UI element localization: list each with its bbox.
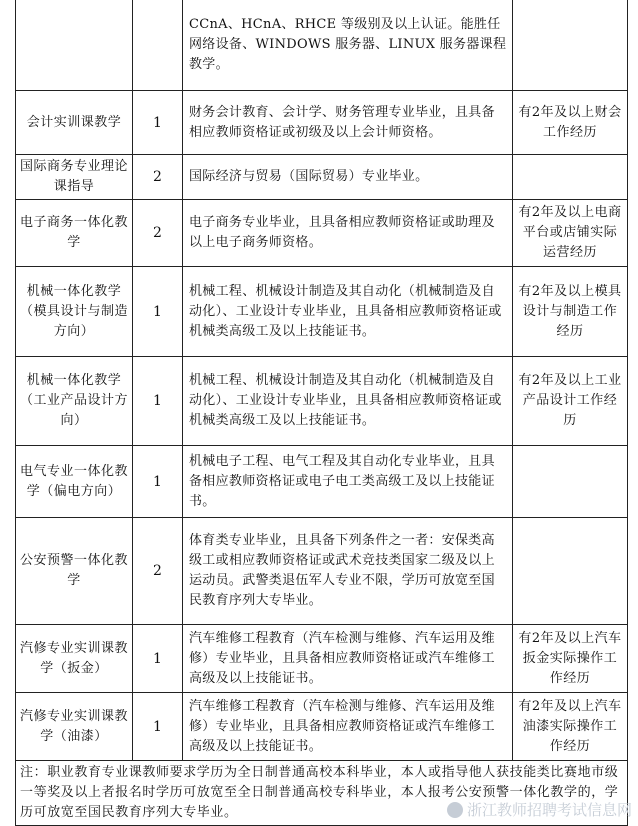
experience-cell — [513, 446, 628, 518]
table-row — [16, 518, 628, 625]
requirements-cell: 电子商务专业毕业，且具备相应教师资格证或助理及以上电子商务师资格。 — [183, 200, 513, 267]
count-cell: 1 — [133, 91, 183, 155]
requirements-cell: 财务会计教育、会计学、财务管理专业毕业，且具备相应教师资格证或初级及以上会计师资格。 — [183, 91, 513, 155]
position-cell: 汽修专业实训课教学（油漆） — [16, 693, 133, 761]
table-row — [16, 91, 628, 155]
requirements-cell: 汽车维修工程教育（汽车检测与维修、汽车运用及维修）专业毕业，且具备相应教师资格证或汽车维修工高级及以上技能证书。 — [183, 693, 513, 761]
experience-cell: 有2年及以上电商平台或店铺实际运营经历 — [513, 200, 628, 267]
table-row — [16, 0, 628, 91]
requirements-cell: CCnA、HCnA、RHCE 等级别及以上认证。能胜任网络设备、WINDOWS 服务器、LINUX 服务器课程教学。 — [183, 0, 513, 91]
position-cell: 公安预警一体化教学 — [16, 518, 133, 625]
count-cell: 1 — [133, 267, 183, 357]
count-cell: 2 — [133, 155, 183, 200]
position-cell: 电子商务一体化教学 — [16, 200, 133, 267]
note-row — [16, 761, 628, 826]
experience-cell: 有2年及以上工业产品设计工作经历 — [513, 357, 628, 446]
count-cell — [133, 0, 183, 91]
requirements-cell: 国际经济与贸易（国际贸易）专业毕业。 — [183, 155, 513, 200]
count-cell: 1 — [133, 446, 183, 518]
position-cell: 电气专业一体化教学（偏电方向） — [16, 446, 133, 518]
experience-cell — [513, 0, 628, 91]
count-cell: 2 — [133, 518, 183, 625]
table-row — [16, 446, 628, 518]
count-cell: 1 — [133, 357, 183, 446]
table-row — [16, 267, 628, 357]
requirements-cell: 机械工程、机械设计制造及其自动化（机械制造及自动化）、工业设计专业毕业，且具备相应教师资格证或机械类高级工及以上技能证书。 — [183, 267, 513, 357]
position-cell — [16, 0, 133, 91]
position-cell: 机械一体化教学（工业产品设计方向） — [16, 357, 133, 446]
position-cell: 会计实训课教学 — [16, 91, 133, 155]
watermark-text: 浙江教师招聘考试信息网 — [466, 801, 632, 819]
table-row — [16, 693, 628, 761]
requirements-cell: 机械工程、机械设计制造及其自动化（机械制造及自动化）、工业设计专业毕业，且具备相应教师资格证或机械类高级工及以上技能证书。 — [183, 357, 513, 446]
experience-cell: 有2年及以上财会工作经历 — [513, 91, 628, 155]
experience-cell — [513, 518, 628, 625]
experience-cell: 有2年及以上模具设计与制造工作经历 — [513, 267, 628, 357]
count-cell: 2 — [133, 200, 183, 267]
position-cell: 汽修专业实训课教学（扳金） — [16, 625, 133, 693]
table-row — [16, 625, 628, 693]
count-cell: 1 — [133, 693, 183, 761]
requirements-cell: 机械电子工程、电气工程及其自动化专业毕业，且具备相应教师资格证或电子电工类高级工及以上技能证书。 — [183, 446, 513, 518]
experience-cell: 有2年及以上汽车扳金实际操作工作经历 — [513, 625, 628, 693]
position-cell: 机械一体化教学（模具设计与制造方向） — [16, 267, 133, 357]
position-cell: 国际商务专业理论课指导 — [16, 155, 133, 200]
requirements-cell: 体育类专业毕业，且具备下列条件之一者：安保类高级工或相应教师资格证或武术竞技类国家二级及以上运动员。武警类退伍军人专业不限，学历可放宽至国民教育序列大专毕业。 — [183, 518, 513, 625]
footnote: 注：职业教育专业课教师要求学历为全日制普通高校本科毕业，本人或指导他人获技能类比赛地市级一等奖及以上者报名时学历可放宽至全日制普通高校专科毕业，本人报考公安预警一体化教学的，学历可放宽至国民教育序列大专毕业。 — [16, 761, 628, 826]
requirements-cell: 汽车维修工程教育（汽车检测与维修、汽车运用及维修）专业毕业，且具备相应教师资格证或汽车维修工高级及以上技能证书。 — [183, 625, 513, 693]
count-cell: 1 — [133, 625, 183, 693]
experience-cell: 有2年及以上汽车油漆实际操作工作经历 — [513, 693, 628, 761]
table-row — [16, 200, 628, 267]
experience-cell — [513, 155, 628, 200]
table-row — [16, 155, 628, 200]
table-row — [16, 357, 628, 446]
recruitment-table — [15, 0, 628, 826]
